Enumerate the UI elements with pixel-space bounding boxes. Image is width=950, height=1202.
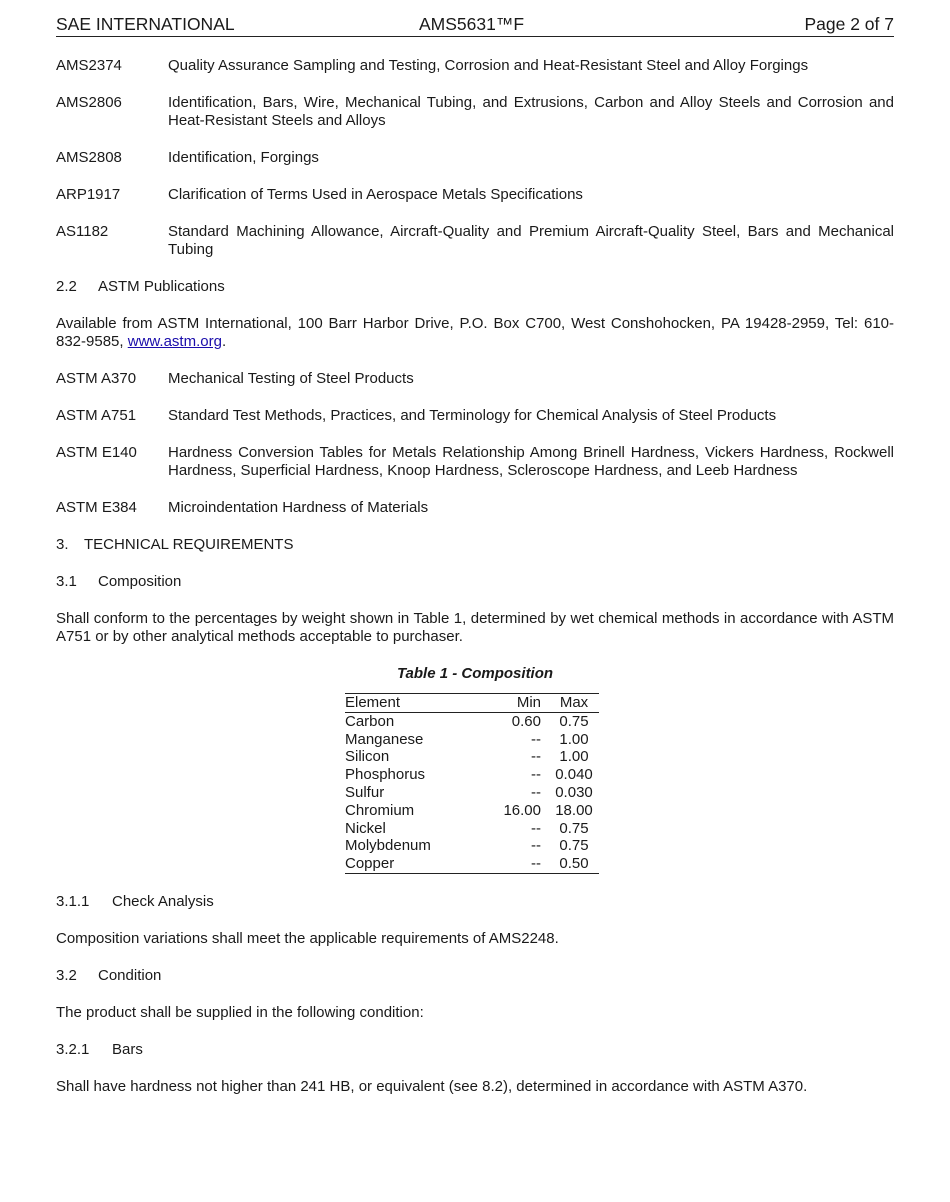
cell-min: --	[531, 819, 541, 837]
table-header-row	[345, 694, 599, 713]
table-row	[345, 766, 599, 784]
reference-item	[56, 499, 894, 517]
reference-item	[56, 94, 894, 130]
cell-min: --	[531, 855, 541, 873]
cell-min: --	[531, 730, 541, 748]
table-row	[345, 748, 599, 766]
cell-min: --	[531, 837, 541, 855]
astm-availability-text: Available from ASTM International, 100 Barr Harbor Drive, P.O. Box C700, West Conshohocken, PA 19428-2959, Tel: 610-832-9585,	[56, 315, 894, 350]
cell-max: 0.75	[559, 837, 589, 855]
reference-title: Microindentation Hardness of Materials	[168, 499, 429, 516]
reference-code: ASTM E384	[56, 499, 137, 516]
reference-title: Standard Test Methods, Practices, and Terminology for Chemical Analysis of Steel Products	[168, 407, 777, 424]
reference-code: AMS2808	[56, 149, 122, 166]
section-heading-3	[56, 536, 894, 554]
bars-paragraph: Shall have hardness not higher than 241 HB, or equivalent (see 8.2), determined in accordance with ASTM A370.	[56, 1077, 808, 1095]
header-org: SAE INTERNATIONAL	[56, 14, 235, 34]
cell-min: --	[531, 766, 541, 784]
sae-reference-list	[56, 57, 894, 259]
section-number: 2.2	[56, 278, 77, 295]
header-min: Min	[516, 694, 541, 711]
section-title: Bars	[112, 1040, 143, 1058]
cell-max: 1.00	[559, 730, 589, 748]
cell-element: Chromium	[345, 801, 415, 819]
condition-paragraph: The product shall be supplied in the following condition:	[56, 1003, 424, 1021]
astm-availability-paragraph	[56, 315, 894, 351]
reference-item	[56, 444, 894, 480]
reference-code: AMS2806	[56, 94, 122, 111]
reference-item	[56, 370, 894, 388]
cell-min: 0.60	[511, 712, 541, 730]
reference-title: Identification, Bars, Wire, Mechanical Tubing, and Extrusions, Carbon and Alloy Steels and Corrosion and Heat-Resistant Steels and Alloys	[168, 94, 894, 129]
section-number: 3.2	[56, 966, 77, 984]
reference-item	[56, 223, 894, 259]
section-heading-2-2	[56, 278, 894, 296]
header-max: Max	[559, 694, 589, 711]
table-row	[345, 802, 599, 820]
reference-code: ARP1917	[56, 186, 121, 203]
cell-element: Molybdenum	[345, 837, 431, 855]
reference-code: ASTM E140	[56, 444, 137, 461]
astm-website-link[interactable]: www.astm.org	[127, 333, 222, 350]
cell-min: --	[531, 748, 541, 766]
cell-max: 0.040	[555, 766, 593, 784]
cell-max: 0.75	[559, 712, 589, 730]
table-row	[345, 855, 599, 873]
cell-element: Silicon	[345, 748, 390, 766]
table-row	[345, 731, 599, 749]
section-heading-3-2-1	[56, 1041, 894, 1059]
section-title: ASTM Publications	[98, 278, 225, 295]
header-doc-id: AMS5631™F	[419, 14, 525, 34]
section-heading-3-1	[56, 573, 894, 591]
reference-title: Standard Machining Allowance, Aircraft-Quality and Premium Aircraft-Quality Steel, Bars and Mechanical Tubing	[168, 223, 894, 258]
cell-max: 1.00	[559, 748, 589, 766]
section-number: 3.1	[56, 573, 77, 590]
section-number: 3.	[56, 536, 69, 553]
reference-title: Quality Assurance Sampling and Testing, Corrosion and Heat-Resistant Steel and Alloy Forgings	[168, 57, 809, 74]
table-row	[345, 784, 599, 802]
cell-element: Manganese	[345, 730, 424, 748]
table-caption: Table 1 - Composition	[396, 665, 554, 682]
cell-element: Copper	[345, 855, 395, 873]
cell-element: Nickel	[345, 819, 386, 837]
cell-max: 0.75	[559, 819, 589, 837]
header-page-number: Page 2 of 7	[804, 14, 894, 34]
reference-code: ASTM A751	[56, 407, 137, 424]
astm-availability-end: .	[221, 333, 227, 350]
cell-element: Phosphorus	[345, 766, 426, 784]
reference-title: Identification, Forgings	[168, 149, 319, 166]
astm-reference-list	[56, 370, 894, 517]
reference-item	[56, 57, 894, 75]
page-header	[56, 14, 894, 37]
document-page	[56, 14, 894, 1096]
reference-code: AS1182	[56, 223, 109, 240]
reference-code: ASTM A370	[56, 370, 137, 387]
composition-table	[345, 693, 599, 874]
table-row	[345, 837, 599, 855]
cell-element: Sulfur	[345, 783, 385, 801]
cell-max: 0.50	[559, 855, 589, 873]
composition-paragraph: Shall conform to the percentages by weight shown in Table 1, determined by wet chemical methods in accordance with ASTM A751 or by other analytical methods acceptable to purchaser.	[56, 610, 894, 645]
section-heading-3-2	[56, 967, 894, 985]
cell-max: 18.00	[555, 801, 593, 819]
reference-title: Hardness Conversion Tables for Metals Relationship Among Brinell Hardness, Vickers Hardness, Rockwell Hardness, Superficial Hardness, Knoop Hardness, Scleroscope Hardness, and Leeb Hardness	[168, 444, 894, 479]
reference-item	[56, 407, 894, 425]
cell-max: 0.030	[555, 783, 593, 801]
reference-code: AMS2374	[56, 57, 122, 74]
cell-min: --	[531, 783, 541, 801]
section-number: 3.1.1	[56, 892, 90, 910]
header-element: Element	[345, 694, 401, 711]
reference-item	[56, 186, 894, 204]
cell-min: 16.00	[503, 801, 541, 819]
section-heading-3-1-1	[56, 893, 894, 911]
cell-element: Carbon	[345, 712, 395, 730]
section-title: Check Analysis	[112, 892, 214, 910]
reference-title: Mechanical Testing of Steel Products	[168, 370, 414, 387]
section-title: Composition	[98, 573, 182, 590]
section-number: 3.2.1	[56, 1040, 90, 1058]
reference-item	[56, 149, 894, 167]
reference-title: Clarification of Terms Used in Aerospace Metals Specifications	[168, 186, 583, 203]
section-title: Condition	[98, 966, 162, 984]
check-analysis-paragraph: Composition variations shall meet the applicable requirements of AMS2248.	[56, 929, 559, 947]
section-title: TECHNICAL REQUIREMENTS	[84, 536, 294, 553]
table-row	[345, 712, 599, 730]
table-row	[345, 820, 599, 838]
